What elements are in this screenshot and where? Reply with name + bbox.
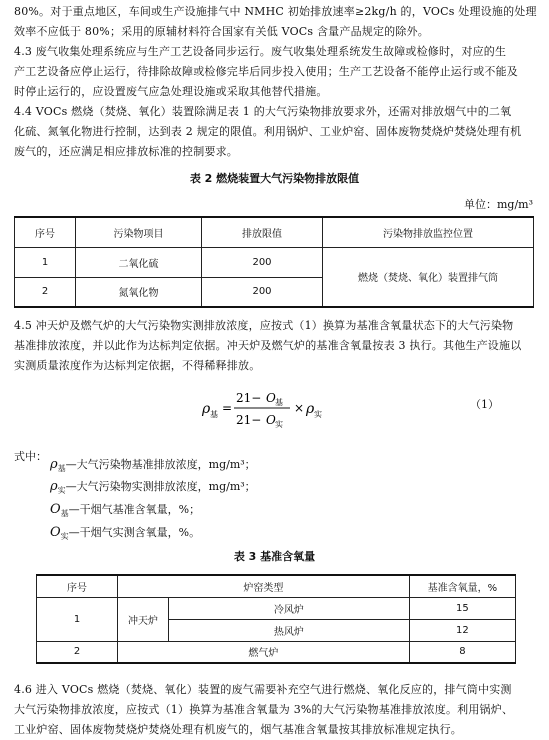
table-row: [15, 247, 534, 277]
table-cell: 氮氧化物: [76, 277, 202, 307]
formula-numerator: 21−: [236, 391, 262, 405]
table-cell: 燃气炉: [118, 641, 410, 663]
clause-4-4: 4.4 VOCs 燃烧（焚烧、氧化）装置除满足表 1 的大气污染物排放要求外，还需对排放烟气中的二氧 化硫、氮氧化物进行控制，达到表 2 规定的限值。利用锅炉、工业炉窑、固体废物焚烧炉焚烧处理有机 废气的，还应满足相应排放标准的控制要求。: [14, 105, 522, 158]
table-cell: 2: [37, 641, 118, 663]
table-cell: 15: [409, 597, 515, 619]
table-header-cell: 基准含氧量，%: [409, 575, 515, 597]
svg-text:基: 基: [275, 398, 283, 407]
formula-graphic: [200, 386, 360, 430]
formula-number: （1）: [470, 398, 499, 411]
table-2-caption: 表 2 燃烧装置大气污染物排放限值: [189, 172, 360, 185]
table-cell: 热风炉: [169, 619, 410, 641]
table-row: [37, 597, 516, 619]
formula-sub-base: 基: [210, 410, 218, 419]
table-header-cell: 炉窑类型: [118, 575, 410, 597]
table-cell-monitoring-location: 燃烧（焚烧、氧化）装置排气筒: [323, 247, 534, 307]
definition-item: $\rho_基—$大气污染物基准排放浓度，mg/m³；: [50, 457, 256, 473]
table-header-cell: 排放限值: [202, 217, 323, 247]
table-cell: 1: [15, 247, 76, 277]
svg-text:ρ: ρ: [202, 401, 211, 417]
formula-denominator: 21−: [236, 413, 262, 427]
table-cell: 2: [15, 277, 76, 307]
table-header-cell: 序号: [15, 217, 76, 247]
svg-text:ρ: ρ: [306, 401, 315, 417]
table-cell: 冲天炉: [118, 597, 169, 641]
svg-text:=: =: [222, 401, 233, 415]
svg-text:实: 实: [314, 410, 322, 419]
conversion-formula: [200, 386, 360, 430]
svg-text:O: O: [266, 391, 276, 405]
table-3: [36, 574, 516, 664]
table-cell: 1: [37, 597, 118, 641]
table-2: [14, 216, 534, 308]
definition-item: $O_实—$干烟气实测含氧量，%。: [50, 525, 201, 541]
table-header-cell: 污染物项目: [76, 217, 202, 247]
svg-text:O: O: [266, 413, 276, 427]
table-cell: 8: [409, 641, 515, 663]
definitions-intro: 式中：: [14, 450, 47, 463]
table-cell: 二氧化硫: [76, 247, 202, 277]
clause-4-3: 4.3 废气收集处理系统应与生产工艺设备同步运行。废气收集处理系统发生故障或检修时，对应的生 产工艺设备应停止运行，待排除故障或检修完毕后同步投入使用；生产工艺设备不能停止运行或不能及 时停止运行的，应设置废气应急处理设施或采取其他替代措施。: [14, 45, 518, 98]
clause-4-5: 4.5 冲天炉及燃气炉的大气污染物实测排放浓度，应按式（1）换算为基准含氧量状态下的大气污染物 基准排放浓度，并以此作为达标判定依据。冲天炉及燃气炉的基准含氧量按表 3 执行。其他生产设施以 实测质量浓度作为达标判定依据，不得稀释排放。: [14, 319, 522, 372]
table-row: [37, 641, 516, 663]
table-2-unit: 单位：mg/m³: [463, 198, 533, 211]
table-cell: 200: [202, 277, 323, 307]
table-header-cell: 序号: [37, 575, 118, 597]
definition-item: $O_基—$干烟气基准含氧量，%；: [50, 502, 201, 518]
table-cell: 12: [409, 619, 515, 641]
svg-text:实: 实: [275, 420, 283, 429]
paragraph-continued: 80%。对于重点地区，车间或生产设施排气中 NMHC 初始排放速率≥2kg/h 的，VOCs 处理设施的处理 效率不应低于 80%；采用的原辅材料符合国家有关低 VOCs 含量产品规定的除外。: [14, 5, 537, 38]
table-3-caption: 表 3 基准含氧量: [233, 550, 316, 563]
svg-text:×: ×: [294, 401, 305, 415]
clause-4-6: 4.6 进入 VOCs 燃烧（焚烧、氧化）装置的废气需要补充空气进行燃烧、氧化反应的，排气筒中实测 大气污染物排放浓度，应按式（1）换算为基准含氧量为 3%的大气污染物基准排放浓度。利用锅炉、 工业炉窑、固体废物焚烧炉焚烧处理有机废气的，烟气基准含氧量按其排放标准规定执行。: [14, 683, 514, 736]
table-header-cell: 污染物排放监控位置: [323, 217, 534, 247]
table-cell: 200: [202, 247, 323, 277]
definition-item: $\rho_实—$大气污染物实测排放浓度，mg/m³；: [50, 479, 256, 495]
table-cell: 冷风炉: [169, 597, 410, 619]
